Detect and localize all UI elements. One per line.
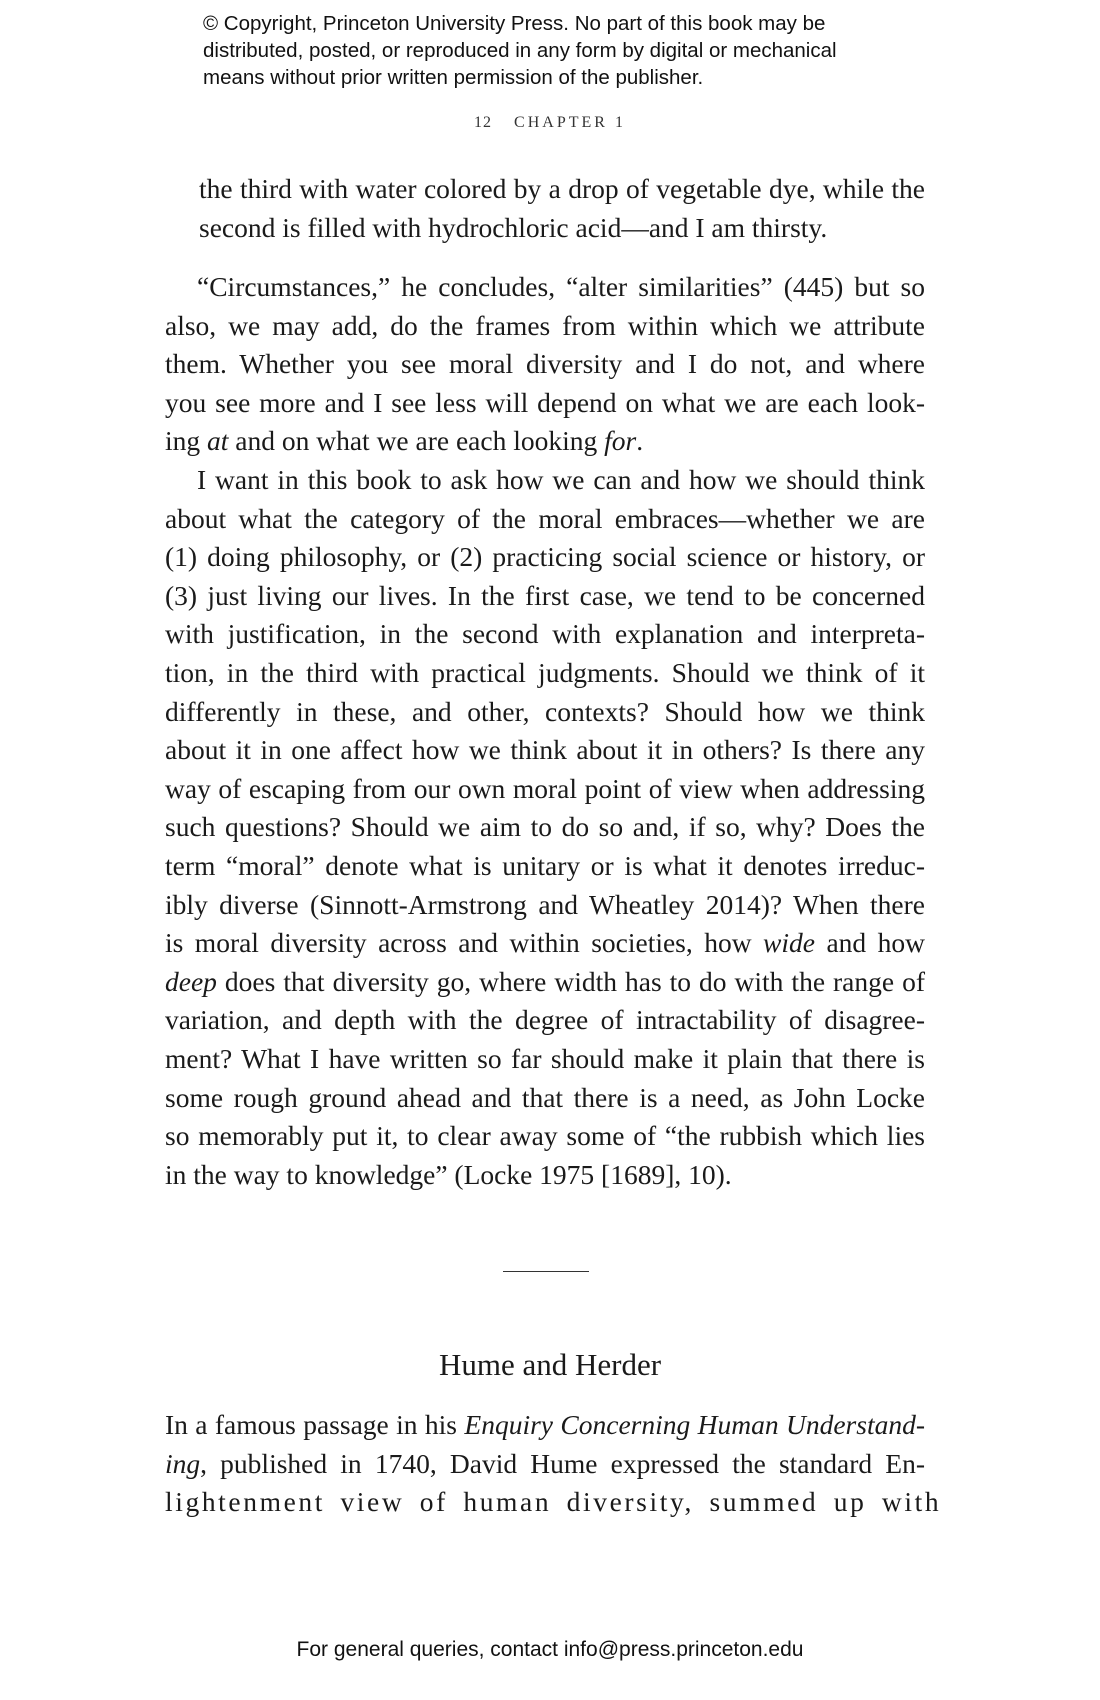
text-run: is moral diversity across and within societies, how bbox=[165, 927, 764, 959]
text-line bbox=[165, 963, 925, 1002]
emphasis-wide: wide bbox=[763, 927, 815, 959]
paragraph-2 bbox=[165, 461, 925, 1194]
emphasis-for: for bbox=[604, 425, 637, 457]
text-line: also, we may add, do the frames from within which we attribute bbox=[165, 309, 925, 341]
text-line: I want in this book to ask how we can and how we should think bbox=[197, 464, 925, 495]
page-number: 12 bbox=[474, 114, 493, 131]
text-line bbox=[165, 1445, 925, 1484]
text-line: such questions? Should we aim to do so and, if so, why? Does the bbox=[165, 811, 925, 843]
paragraph-1 bbox=[165, 268, 925, 461]
text-run: , published in 1740, David Hume expressed the standard En- bbox=[200, 1447, 925, 1479]
book-title: Enquiry Concerning Human Understand- bbox=[464, 1409, 925, 1440]
text-line: so memorably put it, to clear away some of “the rubbish which lies bbox=[165, 1120, 925, 1152]
text-line: lightenment view of human diversity, summed up with bbox=[165, 1486, 942, 1518]
text-run: In a famous passage in his bbox=[165, 1409, 465, 1440]
text-line: (3) just living our lives. In the first case, we tend to be concerned bbox=[165, 579, 925, 611]
text-line: variation, and depth with the degree of intractability of disagree- bbox=[165, 1004, 925, 1036]
text-line bbox=[165, 1406, 925, 1445]
section-divider bbox=[503, 1271, 589, 1272]
text-line: you see more and I see less will depend on what we are each look- bbox=[165, 386, 925, 418]
copyright-line: © Copyright, Princeton University Press. No part of this book may be bbox=[203, 12, 826, 35]
text-line: “Circumstances,” he concludes, “alter similarities” (445) but so bbox=[197, 271, 925, 302]
text-line: (1) doing philosophy, or (2) practicing social science or history, or bbox=[165, 541, 925, 573]
chapter-label: CHAPTER 1 bbox=[514, 114, 626, 131]
text-line: about it in one affect how we think about it in others? Is there any bbox=[165, 734, 925, 766]
text-line: ment? What I have written so far should make it plain that there is bbox=[165, 1042, 925, 1074]
text-line bbox=[165, 924, 925, 963]
running-head bbox=[0, 114, 1100, 132]
text-run: and on what we are each looking bbox=[228, 425, 605, 457]
text-line bbox=[165, 422, 925, 461]
block-quote bbox=[199, 169, 925, 247]
text-line: term “moral” denote what is unitary or is what it denotes irreduc- bbox=[165, 849, 925, 881]
text-line: differently in these, and other, contexts? Should how we think bbox=[165, 695, 925, 727]
footer-contact: For general queries, contact info@press.princeton.edu bbox=[296, 1638, 804, 1661]
text-line: some rough ground ahead and that there is a need, as John Locke bbox=[165, 1081, 925, 1113]
text-line: tion, in the third with practical judgments. Should we think of it bbox=[165, 656, 925, 688]
text-line: in the way to knowledge” (Locke 1975 [1689], 10). bbox=[165, 1158, 732, 1190]
text-line: about what the category of the moral embraces—whether we are bbox=[165, 502, 925, 534]
copyright-line: distributed, posted, or reproduced in any form by digital or mechanical bbox=[203, 39, 837, 62]
text-run: ing bbox=[165, 425, 208, 457]
section-heading: Hume and Herder bbox=[438, 1347, 662, 1382]
text-line: them. Whether you see moral diversity and I do not, and where bbox=[165, 348, 925, 380]
copyright-notice bbox=[203, 10, 923, 91]
text-line: ibly diverse (Sinnott-Armstrong and Wheatley 2014)? When there bbox=[165, 888, 925, 920]
quote-line: second is filled with hydrochloric acid—and I am thirsty. bbox=[199, 212, 828, 243]
text-run: and how bbox=[815, 927, 925, 959]
emphasis-deep: deep bbox=[165, 965, 217, 997]
book-title: ing bbox=[165, 1447, 201, 1479]
copyright-line: means without prior written permission of the publisher. bbox=[203, 66, 704, 89]
quote-line: the third with water colored by a drop of vegetable dye, while the bbox=[199, 173, 925, 204]
paragraph-3 bbox=[165, 1406, 942, 1522]
text-line: way of escaping from our own moral point of view when addressing bbox=[165, 772, 925, 804]
text-line: with justification, in the second with explanation and interpreta- bbox=[165, 618, 925, 650]
emphasis-at: at bbox=[207, 425, 229, 457]
text-run: . bbox=[636, 425, 644, 457]
text-run: does that diversity go, where width has to do with the range of bbox=[216, 965, 925, 997]
